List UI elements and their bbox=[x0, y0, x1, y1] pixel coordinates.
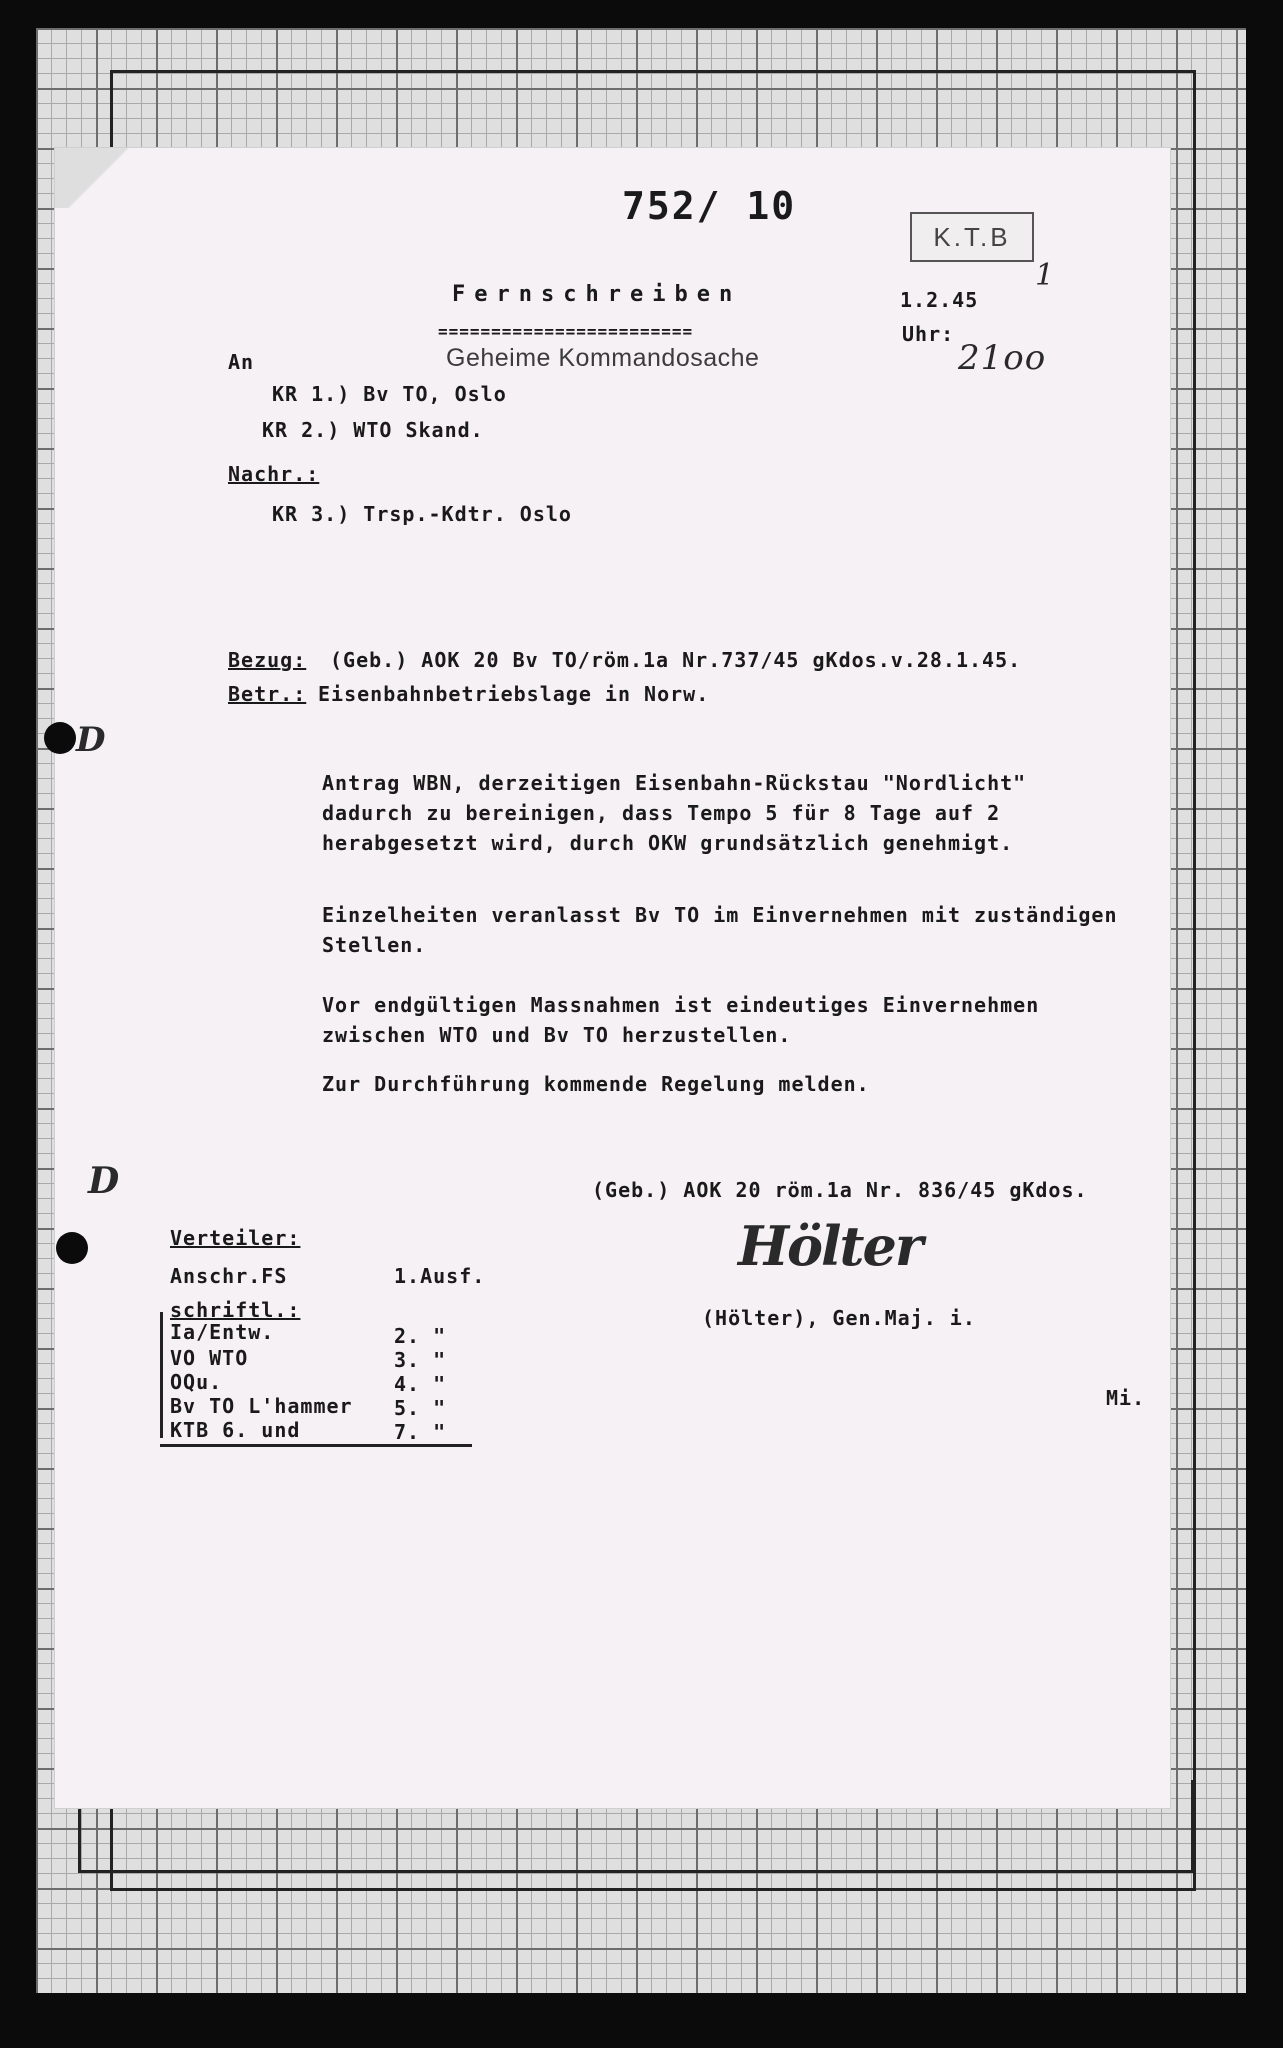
document-number: 752/ 10 bbox=[622, 184, 797, 228]
distribution-row-name: OQu. bbox=[170, 1370, 223, 1394]
message-date: 1.2.45 bbox=[900, 288, 979, 312]
subject-text: Eisenbahnbetriebslage in Norw. bbox=[318, 682, 710, 706]
punch-hole-bottom bbox=[56, 1232, 88, 1264]
signatory-line: (Hölter), Gen.Maj. i. bbox=[702, 1306, 976, 1330]
reference-label: Bezug: bbox=[228, 648, 307, 672]
title-underline: ======================== bbox=[438, 322, 694, 341]
info-copy-label: Nachr.: bbox=[228, 462, 320, 486]
distribution-row-name: Bv TO L'hammer bbox=[170, 1394, 353, 1418]
body-paragraph-1: Antrag WBN, derzeitigen Eisenbahn-Rückstau "Nordlicht" dadurch zu bereinigen, dass Tempo 5 für 8 Tage auf 2 herabgesetzt wird, durch OKW grundsätzlich genehmigt. bbox=[322, 771, 1027, 855]
addressee-2: KR 2.) WTO Skand. bbox=[262, 418, 484, 442]
subject-label: Betr.: bbox=[228, 682, 307, 706]
distribution-row-copy: 2. " bbox=[394, 1324, 447, 1348]
handwritten-signature: Hölter bbox=[738, 1214, 922, 1278]
distribution-row-copy: 1.Ausf. bbox=[394, 1264, 486, 1288]
to-label: An bbox=[228, 350, 255, 374]
distribution-label: Verteiler: bbox=[170, 1226, 301, 1250]
time-label: Uhr: bbox=[902, 322, 955, 346]
hole-mark-top: D bbox=[76, 720, 107, 760]
footer-reference: (Geb.) AOK 20 röm.1a Nr. 836/45 gKdos. bbox=[592, 1178, 1088, 1202]
distribution-row-copy: 7. " bbox=[394, 1420, 447, 1444]
distribution-row-name: schriftl.: bbox=[170, 1298, 301, 1322]
hole-mark-middle: D bbox=[88, 1160, 121, 1202]
body-paragraph-3: Vor endgültigen Massnahmen ist eindeutiges Einvernehmen zwischen WTO und Bv TO herzustellen. bbox=[322, 993, 1040, 1047]
info-addressee-1: KR 3.) Trsp.-Kdtr. Oslo bbox=[272, 502, 572, 526]
time-value: 21oo bbox=[958, 338, 1047, 378]
typist-initials: Mi. bbox=[1106, 1386, 1146, 1410]
distribution-row-copy: 3. " bbox=[394, 1348, 447, 1372]
distribution-row-copy: 5. " bbox=[394, 1396, 447, 1420]
body-paragraph-4: Zur Durchführung kommende Regelung melden. bbox=[322, 1072, 870, 1096]
distribution-row-name: VO WTO bbox=[170, 1346, 249, 1370]
distribution-bottom-line bbox=[160, 1444, 472, 1447]
body-paragraph-2: Einzelheiten veranlasst Bv TO im Einvernehmen mit zuständigen Stellen. bbox=[322, 903, 1118, 957]
distribution-row-name: KTB 6. und bbox=[170, 1418, 301, 1442]
addressee-1: KR 1.) Bv TO, Oslo bbox=[272, 382, 507, 406]
ktb-stamp: K.T.B bbox=[910, 212, 1034, 262]
classification-stamp: Geheime Kommandosache bbox=[446, 344, 760, 372]
document-title: Fernschreiben bbox=[452, 282, 742, 307]
telex-paper bbox=[55, 148, 1170, 1808]
distribution-row-copy: 4. " bbox=[394, 1372, 447, 1396]
corner-page-mark: 1 bbox=[1035, 258, 1056, 293]
distribution-frame-line bbox=[160, 1312, 163, 1438]
distribution-row-name: Anschr.FS bbox=[170, 1264, 288, 1288]
reference-text: (Geb.) AOK 20 Bv TO/röm.1a Nr.737/45 gKdos.v.28.1.45. bbox=[330, 648, 1022, 672]
distribution-row-name: Ia/Entw. bbox=[170, 1320, 275, 1344]
punch-hole-top bbox=[44, 722, 76, 754]
